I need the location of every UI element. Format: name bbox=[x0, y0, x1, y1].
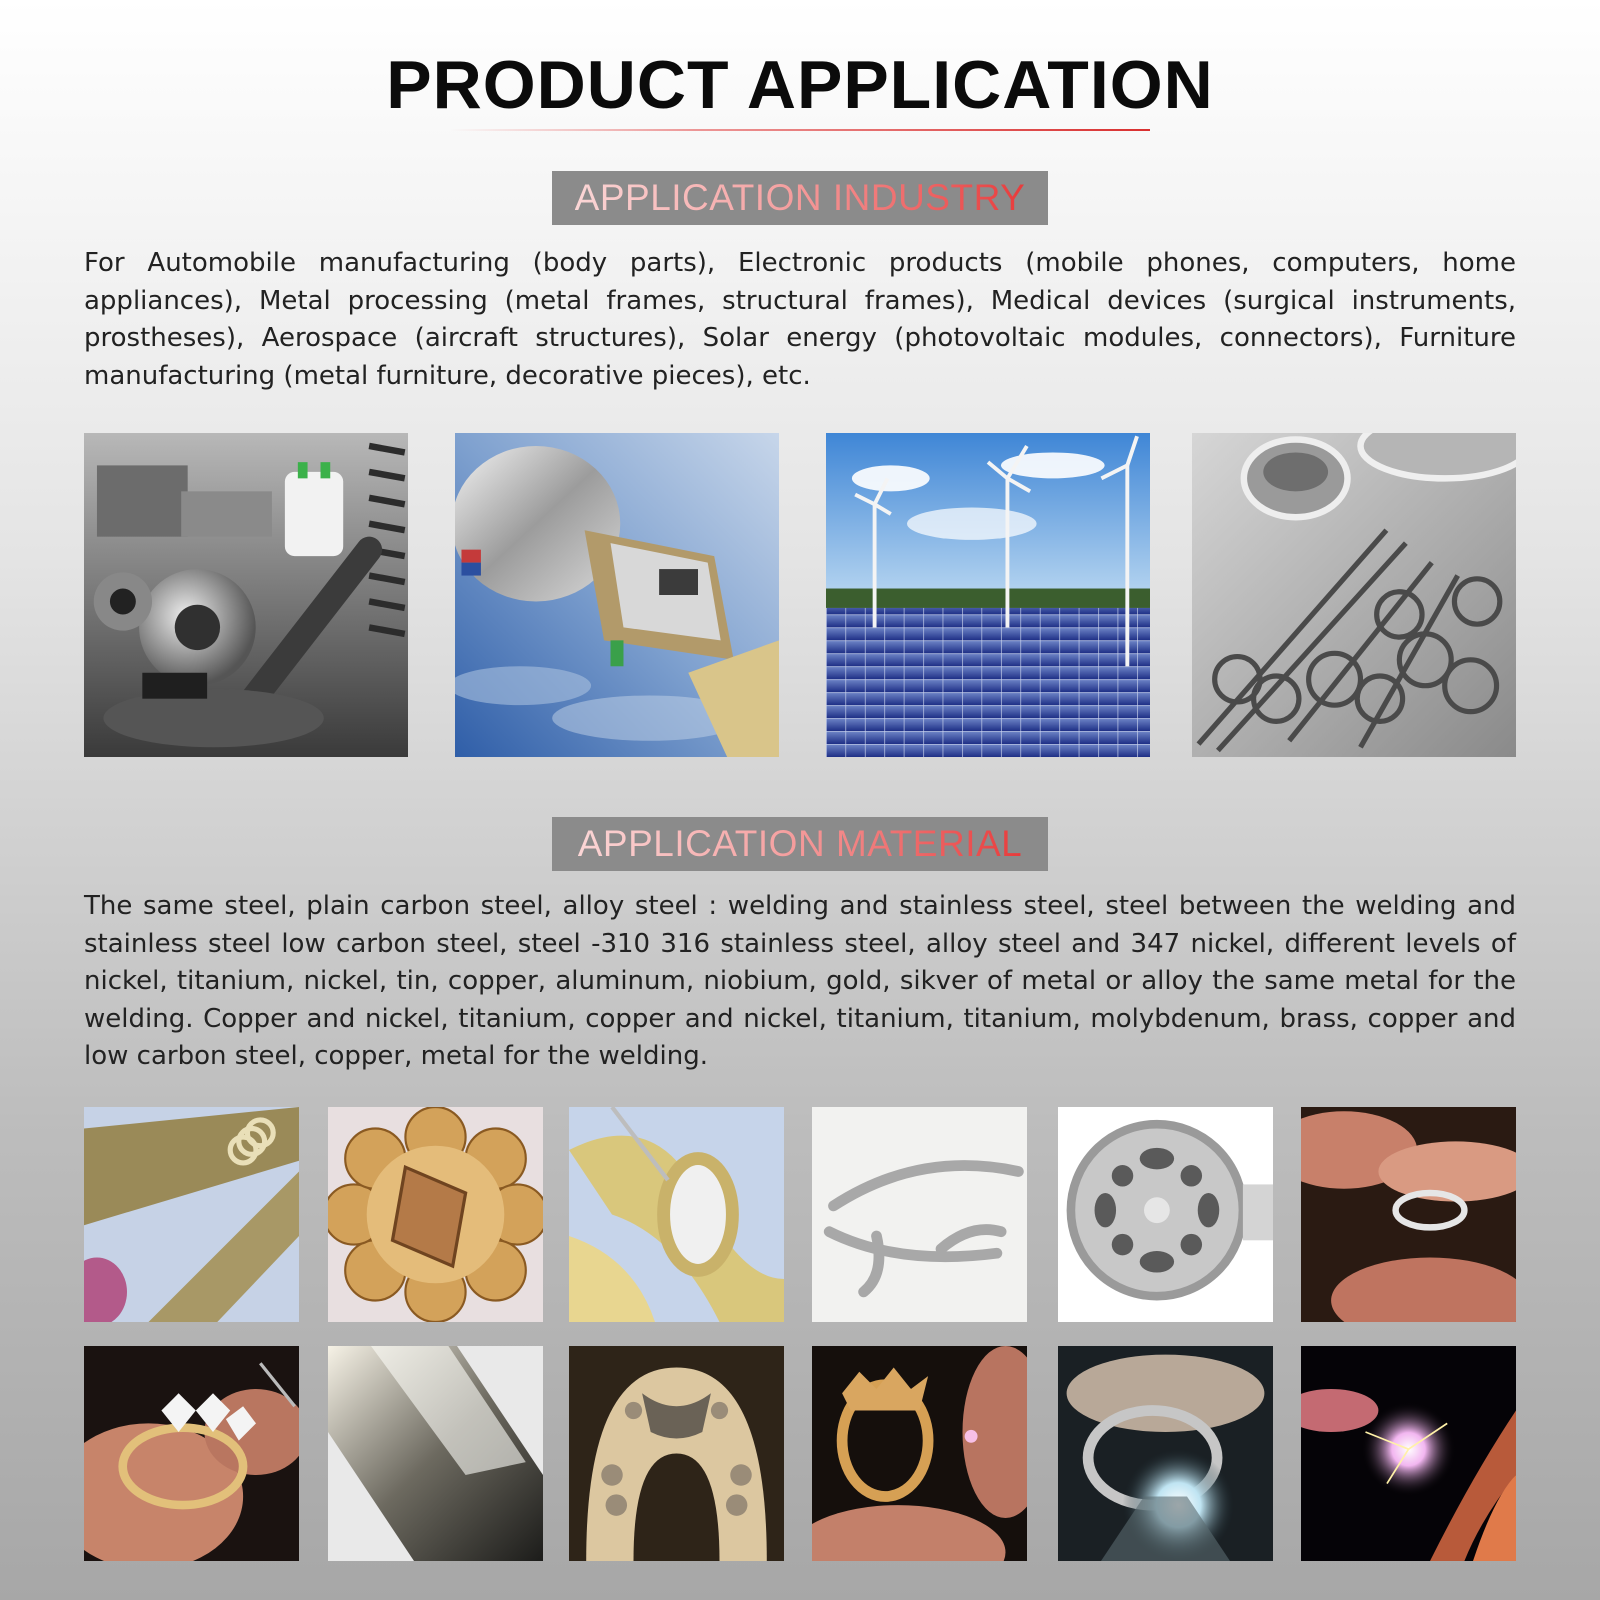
gold-flower-brooch-photo bbox=[328, 1107, 543, 1322]
page-title: PRODUCT APPLICATION bbox=[386, 47, 1214, 123]
silver-filigree-ring-photo bbox=[1058, 1107, 1273, 1322]
gold-jewelry-closeup-photo bbox=[569, 1107, 784, 1322]
material-heading: APPLICATION MATERIAL bbox=[577, 823, 1023, 864]
diamond-ring-welding-photo bbox=[84, 1346, 299, 1561]
gold-crown-ring-welding-photo bbox=[812, 1346, 1027, 1561]
industry-heading-badge bbox=[552, 171, 1048, 225]
spacecraft-photo bbox=[455, 433, 779, 757]
silver-ring-laser-welding-photo bbox=[1058, 1346, 1273, 1561]
gold-ring-with-spring-photo bbox=[84, 1107, 299, 1322]
silver-branch-ring-photo bbox=[812, 1107, 1027, 1322]
automobile-parts-photo bbox=[84, 433, 408, 757]
industry-description: For Automobile manufacturing (body parts), Electronic products (mobile phones, computers, home appliances), Metal processing (metal frames, structural frames), Medical devices (surgical instruments, prostheses), Aerospace (aircraft structures), Solar energy (photovoltaic modules, connectors), Furniture manufacturing (metal furniture, decorative pieces), etc. bbox=[84, 248, 1516, 391]
ring-held-in-fingers-photo bbox=[1301, 1107, 1516, 1322]
solar-and-wind-farm-photo bbox=[826, 433, 1150, 757]
dental-prosthesis-photo bbox=[569, 1346, 784, 1561]
title-underline bbox=[450, 129, 1150, 131]
industry-heading: APPLICATION INDUSTRY bbox=[574, 177, 1026, 218]
material-description: The same steel, plain carbon steel, alloy steel : welding and stainless steel, steel between the welding and stainless steel low carbon steel, steel -310 316 stainless steel, alloy steel and 347 nickel, different levels of nickel, titanium, nickel, tin, copper, aluminum, niobium, gold, sikver of metal or alloy the same metal for the welding. Copper and nickel, titanium, copper and nickel, titanium, titanium, molybdenum, brass, copper and low carbon steel, copper, metal for the welding. bbox=[84, 891, 1516, 1071]
surgical-instruments-photo bbox=[1192, 433, 1516, 757]
laser-spark-welding-photo bbox=[1301, 1346, 1516, 1561]
polished-metal-band-photo bbox=[328, 1346, 543, 1561]
material-heading-badge bbox=[552, 817, 1048, 871]
